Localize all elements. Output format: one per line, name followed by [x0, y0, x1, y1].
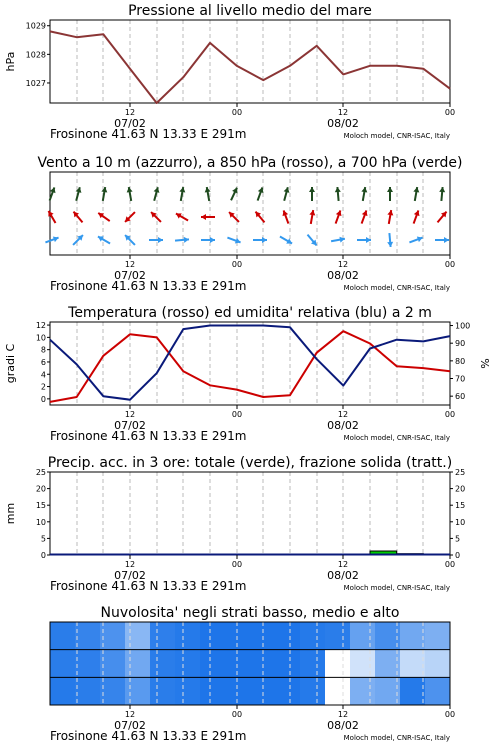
- cloud-cell: [325, 677, 351, 705]
- y-tick-label-right: 20: [455, 484, 466, 494]
- plot-frame: [50, 20, 450, 103]
- date-label: 08/02: [327, 269, 359, 282]
- wind-arrow-head: [439, 187, 445, 192]
- y-tick-label-right: 70: [455, 374, 466, 384]
- cloud-cell: [300, 677, 326, 705]
- wind-arrow-head: [309, 187, 315, 192]
- y-tick-label: 10: [35, 333, 46, 343]
- panel-title: Nuvolosita' negli strati basso, medio e alto: [100, 605, 400, 621]
- x-tick-label: 12: [337, 410, 349, 419]
- cloud-cell: [175, 622, 201, 650]
- y-axis-label: mm: [4, 502, 17, 525]
- y-tick-label-right: 90: [455, 339, 466, 349]
- wind-arrow-head: [262, 237, 267, 243]
- cloud-cell: [150, 650, 176, 678]
- y-tick-label-right: 0: [455, 551, 461, 560]
- cloud-cell: [175, 650, 201, 678]
- cloud-cell: [400, 622, 426, 650]
- date-label: 08/02: [327, 117, 359, 130]
- x-tick-label: 12: [124, 108, 136, 117]
- cloud-cell: [200, 622, 226, 650]
- x-tick-label: 00: [231, 260, 243, 269]
- y-axis-label: gradi C: [4, 343, 17, 384]
- date-label: 07/02: [114, 719, 146, 732]
- x-tick-label: 00: [231, 560, 243, 569]
- wind-arrow-head: [201, 214, 206, 220]
- y-tick-label: 0: [40, 394, 46, 404]
- panel-title: Precip. acc. in 3 ore: totale (verde), frazione solida (tratt.): [47, 455, 453, 471]
- cloud-cell: [275, 650, 301, 678]
- cloud-cell: [400, 650, 426, 678]
- panel-title: Temperatura (rosso) ed umidita' relativa (blu) a 2 m: [68, 305, 432, 321]
- credit-label: Moloch model, CNR-ISAC, Italy: [343, 132, 450, 140]
- cloud-cell: [425, 677, 451, 705]
- date-label: 07/02: [114, 269, 146, 282]
- x-tick-label: 12: [124, 410, 136, 419]
- panel-title: Pressione al livello medio del mare: [128, 3, 372, 19]
- cloud-cell: [225, 677, 251, 705]
- credit-label: Moloch model, CNR-ISAC, Italy: [343, 284, 450, 292]
- wind-arrow-head: [335, 187, 341, 192]
- cloud-cell: [425, 622, 451, 650]
- date-label: 07/02: [114, 419, 146, 432]
- y-tick-label: 10: [35, 517, 46, 527]
- cloud-cell: [325, 650, 351, 678]
- plot-frame: [50, 472, 450, 555]
- credit-label: Moloch model, CNR-ISAC, Italy: [343, 734, 450, 742]
- x-tick-label: 12: [337, 108, 349, 117]
- y-tick-label: 1028: [25, 50, 46, 60]
- cloud-cell: [100, 622, 126, 650]
- cloud-cell: [75, 650, 101, 678]
- wind-arrow-head: [210, 237, 215, 243]
- cloud-cell: [125, 677, 151, 705]
- x-tick-label: 00: [444, 560, 456, 569]
- y-tick-label: 5: [40, 534, 46, 544]
- y-tick-label: 8: [40, 345, 46, 355]
- date-label: 07/02: [114, 569, 146, 582]
- x-tick-label: 12: [337, 710, 349, 719]
- y-tick-label-right: 5: [455, 534, 461, 544]
- cloud-cell: [200, 677, 226, 705]
- cloud-cell: [350, 650, 376, 678]
- cloud-cell: [325, 622, 351, 650]
- y-axis-label: %: [479, 358, 492, 369]
- cloud-cell: [350, 622, 376, 650]
- y-tick-label-right: 60: [455, 392, 466, 402]
- x-tick-label: 12: [124, 260, 136, 269]
- y-tick-label: 6: [40, 357, 46, 367]
- y-tick-label: 1027: [25, 78, 46, 88]
- humidity-line: [50, 326, 450, 400]
- cloud-cell: [300, 650, 326, 678]
- wind-arrow-head: [158, 237, 163, 243]
- cloud-cell: [125, 650, 151, 678]
- x-tick-label: 00: [231, 410, 243, 419]
- y-axis-label: hPa: [4, 51, 17, 72]
- y-tick-label: 15: [35, 501, 46, 511]
- cloud-cell: [125, 622, 151, 650]
- x-tick-label: 12: [337, 560, 349, 569]
- x-tick-label: 00: [444, 710, 456, 719]
- x-tick-label: 00: [231, 108, 243, 117]
- x-tick-label: 00: [231, 710, 243, 719]
- location-label: Frosinone 41.63 N 13.33 E 291m: [50, 729, 247, 743]
- location-label: Frosinone 41.63 N 13.33 E 291m: [50, 127, 247, 141]
- y-tick-label: 0: [40, 551, 46, 560]
- cloud-cell: [225, 622, 251, 650]
- pressure-line: [50, 31, 450, 103]
- location-label: Frosinone 41.63 N 13.33 E 291m: [50, 579, 247, 593]
- cloud-cell: [75, 622, 101, 650]
- cloud-cell: [300, 622, 326, 650]
- cloud-cell: [275, 622, 301, 650]
- cloud-cell: [75, 677, 101, 705]
- cloud-cell: [50, 677, 76, 705]
- cloud-cell: [175, 677, 201, 705]
- credit-label: Moloch model, CNR-ISAC, Italy: [343, 434, 450, 442]
- wind-arrow-head: [387, 187, 393, 192]
- date-label: 08/02: [327, 719, 359, 732]
- date-label: 07/02: [114, 117, 146, 130]
- panel-title: Vento a 10 m (azzurro), a 850 hPa (rosso), a 700 hPa (verde): [37, 155, 463, 171]
- cloud-cell: [100, 677, 126, 705]
- wind-arrow-head: [444, 237, 449, 243]
- x-tick-label: 12: [124, 710, 136, 719]
- location-label: Frosinone 41.63 N 13.33 E 291m: [50, 279, 247, 293]
- cloud-cell: [275, 677, 301, 705]
- y-tick-label: 12: [35, 321, 46, 331]
- wind-arrow-head: [184, 237, 189, 243]
- y-tick-label-right: 100: [455, 321, 471, 331]
- y-tick-label: 20: [35, 484, 46, 494]
- cloud-cell: [200, 650, 226, 678]
- credit-label: Moloch model, CNR-ISAC, Italy: [343, 584, 450, 592]
- cloud-cell: [350, 677, 376, 705]
- wind-arrow-head: [387, 242, 393, 247]
- y-tick-label-right: 15: [455, 501, 466, 511]
- x-tick-label: 00: [444, 108, 456, 117]
- y-tick-label-right: 80: [455, 356, 466, 366]
- x-tick-label: 00: [444, 410, 456, 419]
- y-tick-label: 25: [35, 468, 46, 477]
- date-label: 08/02: [327, 569, 359, 582]
- x-tick-label: 12: [124, 560, 136, 569]
- cloud-cell: [50, 622, 76, 650]
- y-tick-label-right: 25: [455, 468, 466, 477]
- x-tick-label: 00: [444, 260, 456, 269]
- cloud-cell: [150, 677, 176, 705]
- cloud-cell: [150, 622, 176, 650]
- y-tick-label: 1029: [25, 21, 46, 31]
- cloud-cell: [400, 677, 426, 705]
- cloud-cell: [425, 650, 451, 678]
- cloud-cell: [100, 650, 126, 678]
- y-tick-label: 4: [40, 370, 46, 380]
- y-tick-label-right: 10: [455, 517, 466, 527]
- cloud-cell: [225, 650, 251, 678]
- y-tick-label: 2: [40, 382, 46, 392]
- cloud-cell: [50, 650, 76, 678]
- x-tick-label: 12: [337, 260, 349, 269]
- location-label: Frosinone 41.63 N 13.33 E 291m: [50, 429, 247, 443]
- date-label: 08/02: [327, 419, 359, 432]
